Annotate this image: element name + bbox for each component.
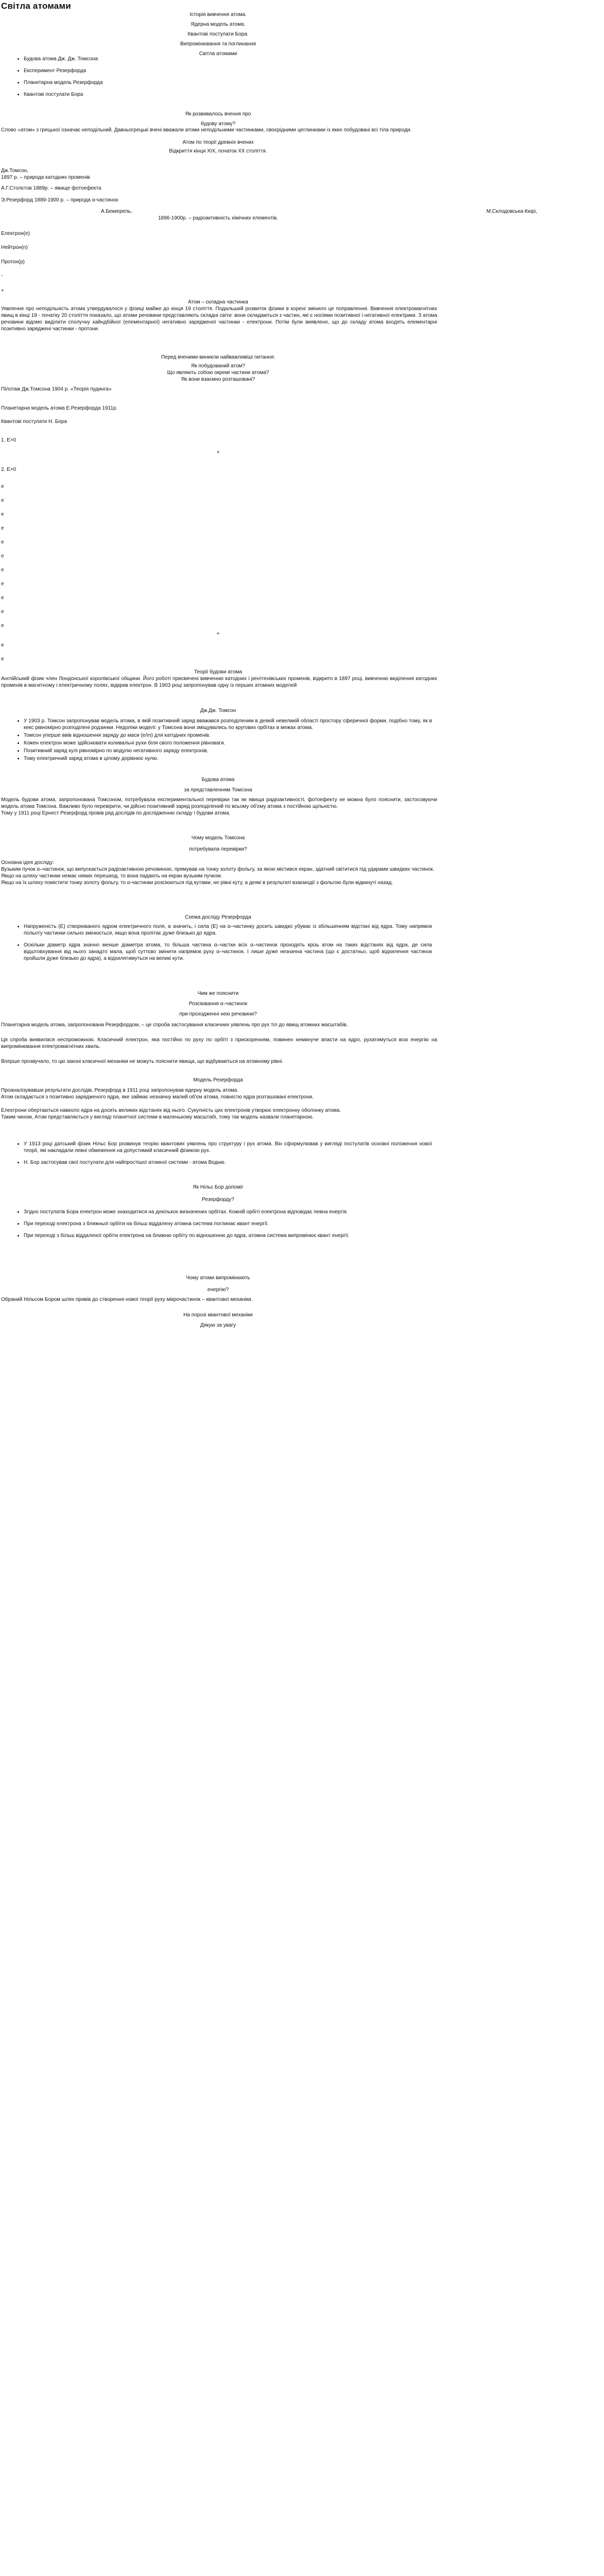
- section-heading: потребувала перевірки?: [189, 846, 247, 852]
- electron-symbol: e: [1, 642, 4, 648]
- question-line: Як побудований атом?: [191, 363, 245, 369]
- section-heading: Розсіювання α–частинок: [188, 1001, 248, 1007]
- scientist-name: Дж.Дж. Томсон: [200, 708, 236, 714]
- intro-paragraph: Слово «атом» з грецької означає неподільний. Давньогрецькі вчені вважали атоми неподільними частинками, своєрідними цеглинками із яких побудовані всі тіла природи.: [1, 127, 412, 133]
- section-heading: Будова атома: [201, 777, 235, 783]
- thomson-list-item: • Томсон уперше ввів відношення заряду до маси (e/m) для катодних променів.: [24, 732, 436, 739]
- scheme-list-item: • Оскільки діаметр ядра значно менше діаметра атома, то більша частина α–частки всіх α–частинок проходять крізь атом на таких відстанях від ядра, де сила відштовхування від нього занадто мала, щоб суттєво змінити напрямок руху α–частинок. І лише дуже незначна частина (що є достатньо, щоб відхилення частинок пройшли дуже близько до ядра), а відхилятимуться на великі кути.: [24, 942, 436, 962]
- electron-symbol: e: [1, 553, 4, 559]
- intro-list-item: • Планетарна модель Резерфорда: [24, 79, 436, 86]
- question-line: енергію?: [207, 1287, 229, 1293]
- electron-symbol: e: [1, 567, 4, 573]
- bohr-list: [0, 1141, 436, 1171]
- discovery-line: 1897 р. – природа катодних променів: [1, 175, 90, 180]
- intro-list: [0, 56, 436, 103]
- experiment-paragraph: Основна ідея досліду: Вузьким пучок α–частинок, що випускається радіоактивною речовиною, прямував на тонку золоту фольгу, за якою містився екран, здатний світитися під ударами швидких частинок. Якщо на шляху частинки немає ніяких перешкод, то вона падають на екран вузьким пучком. Якщо на їх шляху помістити тонку золоту фольгу, то α-частинки розсіюються під кутами, не рівні куту, а деякі в результаті взаємодії з фольгою були відкинуті назад.: [1, 860, 435, 886]
- particle-label: Нейтрон(n): [1, 245, 28, 250]
- energy-label: 2. E>0: [1, 467, 16, 472]
- model-title: Пілотаж Дж.Томсона 1904 р. «Теорія пудинга»: [1, 386, 112, 392]
- question-line: Що являють собою окремі частини атома?: [167, 370, 269, 376]
- question-line: Як вони взаємно розташовані?: [181, 377, 255, 382]
- toc-line: Ядерна модель атома.: [191, 22, 246, 27]
- section-heading: Відкриття кінця XIX, початок XX століття.: [169, 148, 267, 154]
- thomson-list-item: • Кожен електрон може здійснювати коливальні рухи біля свого положення рівноваги.: [24, 740, 436, 747]
- closing-heading: Дякую за увагу: [200, 1323, 236, 1328]
- sign-plus: +: [1, 288, 4, 294]
- scheme-list: [0, 923, 436, 967]
- closing-paragraph: Обраний Нільсом Бором шлях привів до створення нової теорії руху мікрочастинок – квантової механіки.: [1, 1297, 253, 1302]
- complex-paragraph: Уявлення про неподільність атома утвердувалося у фізиці майже до кінця 19 століття. Подальший розвиток фізики в корені змінило це поправлення. Вивчення електромагнітних явищ в кінці 19 - початку 20 століття показало, що атоми речовини представляють складні світи: вони складаються з частин, які є носіями позитивної і негативної електрики. З атома речовини відомо виділити сполучну кайндбійної (елементарної) негативно зарядженої частинки - електрони. Потім були виявлено, що до складу атома входять елементарні позитивно заряджені частинки - протони.: [1, 306, 437, 332]
- author-curie: М.Склодовська-Кюрі,: [486, 209, 537, 214]
- question-line: Резерфорду?: [202, 1197, 234, 1202]
- intro-list-item: • Квантові постулати Бора: [24, 91, 436, 98]
- question-line: Чому атоми випромінюють: [186, 1275, 250, 1281]
- electron-symbol: e: [1, 484, 4, 489]
- structure-paragraph: Англійський фізик член Лондонської королівської общини. Його роботі присвячені вивченню катодних і рентгенівських променів, відкрито в 1897 році, вивченню виділення катодних променів в магнітному і електричному полях, відкрив електрон. В 1903 році запропонував одну із перших атомних моделей: [1, 676, 437, 688]
- section-heading: Теорії будови атома: [194, 669, 243, 675]
- section-heading: за представленням Томсона: [184, 787, 252, 793]
- section-heading: На порозі квантової механіки: [183, 1312, 253, 1318]
- sign-plus: +: [216, 631, 220, 637]
- section-heading: Чому модель Томсона: [191, 835, 245, 841]
- toc-line: Історія вивчення атома.: [189, 12, 247, 18]
- thomson-list-item: • Позитивний заряд кулі рівномірно по модулю негативного заряду електронів,: [24, 748, 436, 754]
- planetary-paragraph: Планетарна модель атома, запропонована Резерфордом, – це спроба застосування класичних уявлень про рух тіл до явищ атомних масштабів.: [1, 1022, 348, 1028]
- model-title: Квантові постулати Н. Бора: [1, 419, 67, 425]
- thomson-list-item: • У 1903 р. Томсон запропонував модель атома, в якій позитивний заряд вважався розподіленим в деякій невеликій області простору сферичної форми, подібно тому, як в кекс рівномірно розподілені родзинки. Недоліки моделі: у Томсона вони зміщувались по кругових орбітах в межах атома.: [24, 718, 436, 731]
- question-heading: [0, 111, 436, 127]
- toc-line: Випромінювання та поглинання: [180, 41, 256, 47]
- model-paragraph: Модель будови атома, запропонована Томсоном, потребувала експериментальної перевірки так як явища радіоактивності, фотоефекту не можна було пояснити, застосовуючи модель атома Томсона. Важливо було перевірити, чи дійсно позитивний заряд розподілений по всьому об'єму атома з постійною щільністю. Тому у 1911 році Ернест Резерфорд провів ряд дослідів по дослідженню складу і будови атома.: [1, 797, 437, 816]
- discovery-line: А.Г.Столєтов 1889р. – явище фотоефекта: [1, 185, 101, 191]
- discovery-authors: [0, 208, 604, 215]
- postulate-item: • При переході з більш віддаленої орбіти електрона на ближню орбіту по відношенню до ядра, атомна система випромінює квант енергії.: [24, 1232, 436, 1239]
- toc-line: Світла атомами: [199, 51, 237, 57]
- planetary-paragraph: Вперше прозвучало, то цю законі класичної механіки не можуть пояснити явища, що відбуваються на атомному рівні.: [1, 1059, 284, 1064]
- postulate-item: • Згідно постулатів Бора електрон може знаходитися на декількох визначених орбітах. Кожній орбіті електрона відповідає певна енергія.: [24, 1209, 436, 1215]
- discovery-line: 1896-1900р. – радіоактивність хімічних елементів.: [158, 215, 278, 221]
- electron-symbol: e: [1, 539, 4, 545]
- bohr-list-item: • У 1913 році датський фізик Нільс Бор розвинув теорію квантових уявлень про структуру і рух атома. Він сформулював у вигляді постулатів основні положення нової теорії, які накладали певні обмеження на допустимий класичний фізикою рух.: [24, 1141, 436, 1154]
- discovery-line: Э.Резерфорд 1889-1900 р. – природа α-частинок: [1, 197, 118, 203]
- page-title: Світла атомами: [1, 1, 71, 11]
- intro-list-item: • Будова атома Дж. Дж. Томсона: [24, 56, 436, 62]
- electron-symbol: e: [1, 498, 4, 503]
- section-heading: Атом по теорії древніх вчених: [182, 140, 254, 145]
- model-title: Планетарна модель атома Е.Резерфорда 1911р.: [1, 405, 118, 411]
- sign-minus: -: [1, 273, 3, 279]
- question-line: Як Нільс Бор допоміг: [193, 1184, 244, 1190]
- section-heading: при проходженні нею речовини?: [179, 1011, 257, 1017]
- particle-label: Протон(p): [1, 259, 25, 265]
- rutherford-paragraph: Проаналізувавши результати дослідів, Резерфорд в 1911 році запропонував ядерну модель атома. Атом складається з позитивно зарядженого ядра, яке займає незначну малий об'єм атома, повністю ядра розташовані електрони. Електрони обертаються навколо ядра на досить великих відстанях від нього. Сукупність цих електронів утворює електронну оболонку атома. Таким чином, Атом представляється у вигляді планетної системи в маленькому масштабі, тому так модель назвали планетарною.: [1, 1088, 341, 1120]
- electron-symbol: e: [1, 609, 4, 615]
- energy-label: 1. E>0: [1, 437, 16, 443]
- thomson-list: [0, 718, 436, 763]
- particle-label: Електрон(е): [1, 231, 30, 236]
- electron-symbol: e: [1, 526, 4, 531]
- scheme-list-item: • Напруженість (Е) створюваного ядром електричного поля, а значить, і сила (Е) на α–частинку досить швидко убуває із збільшенням відстані від ядра. Тому напрямок польоту частинки сильно змінюється, якщо вона пролітає дуже близько до ядра.: [24, 923, 436, 937]
- electron-symbol: e: [1, 512, 4, 517]
- sign-plus: +: [216, 450, 220, 455]
- author-becquerel: А.Беккерель,: [101, 209, 132, 214]
- electron-symbol: e: [1, 581, 4, 587]
- thomson-list-item: • Тому електричний заряд атома в цілому дорівнює нулю.: [24, 755, 436, 762]
- electron-symbol: e: [1, 595, 4, 601]
- toc-line: Квантові постулати Бора.: [187, 31, 249, 37]
- bohr-list-item: • Н. Бор застосував свої постулати для найпростішої атомної системи - атома Водню.: [24, 1159, 436, 1166]
- bohr-postulates-list: [0, 1209, 436, 1244]
- intro-list-item: • Експеримент Резерфорда: [24, 67, 436, 74]
- section-heading: Перед вченими виникли найважливіші питання:: [161, 354, 275, 360]
- question-line: Як розвивалось вчення про: [185, 111, 251, 117]
- section-heading: Чим же пояснити: [197, 991, 239, 996]
- electron-symbol: e: [1, 656, 4, 662]
- section-heading: Модель Резерфорда: [193, 1077, 243, 1083]
- postulate-item: • При переході електрона з ближньої орбіти на більш віддалену атомна система поглинає квант енергії.: [24, 1221, 436, 1227]
- section-heading: Атом – складна частинка: [188, 299, 248, 305]
- question-line: будову атому?: [200, 121, 236, 127]
- electron-symbol: e: [1, 623, 4, 629]
- discovery-line: Дж.Томсон,: [1, 168, 28, 174]
- planetary-paragraph: Ця спроба виявилася неспроможною. Класичний електрон, яка постійно по руху по орбіті з прискоренням, повинен неминуче впасти на ядро, рухатимуться всю енергію на випромінювання електромагнітних хвиль.: [1, 1037, 437, 1049]
- intro-toc: [0, 11, 436, 57]
- section-heading: Схема досліду Резерфорда: [185, 914, 251, 920]
